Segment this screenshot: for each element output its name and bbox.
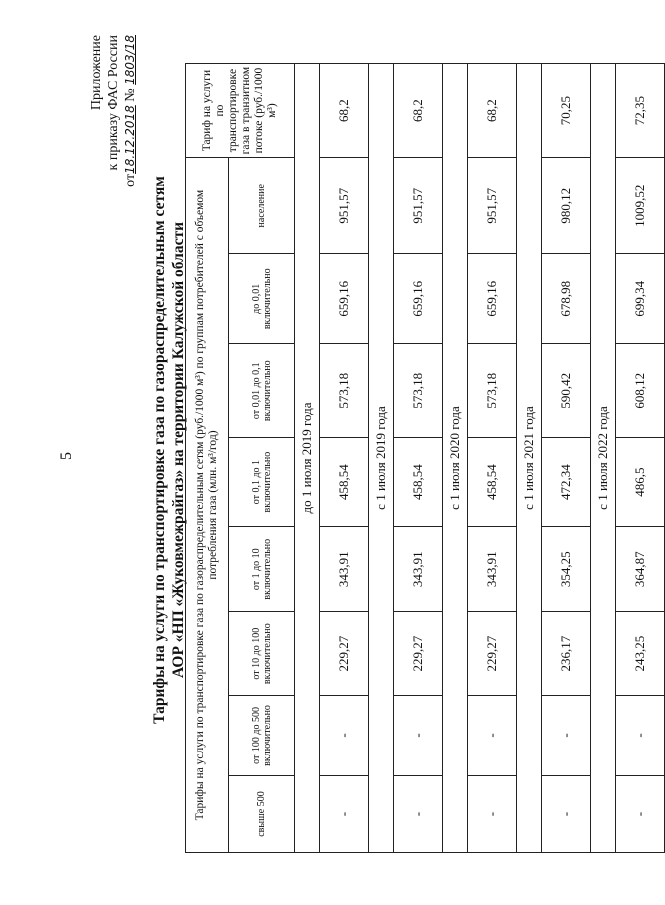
tariff-value-cell: 573,18 [320, 344, 369, 438]
period-label: до 1 июля 2019 года [295, 64, 320, 853]
tariff-value-cell: 458,54 [320, 438, 369, 527]
tariff-value-cell: 1009,52 [616, 158, 665, 254]
period-label: с 1 июля 2019 года [369, 64, 394, 853]
period-row [295, 64, 320, 853]
tariff-value-cell: 68,2 [468, 64, 517, 158]
header-row-columns [229, 64, 295, 853]
tariff-value-cell: 573,18 [394, 344, 443, 438]
tariff-value-cell: - [394, 695, 443, 775]
tariff-value-cell: 659,16 [468, 254, 517, 344]
tariff-value-cell: 343,91 [468, 526, 517, 612]
header-row-main [186, 64, 229, 853]
column-header: от 100 до 500 включительно [229, 695, 295, 775]
tariff-value-cell: 458,54 [468, 438, 517, 527]
tariff-values-row [468, 64, 517, 853]
tariff-value-cell: 951,57 [320, 158, 369, 254]
tariff-value-cell: - [542, 695, 591, 775]
tariff-values-row [542, 64, 591, 853]
tariff-value-cell: - [542, 776, 591, 853]
tariff-value-cell: - [468, 695, 517, 775]
tariff-value-cell: 229,27 [468, 612, 517, 695]
tariff-value-cell: 72,35 [616, 64, 665, 158]
column-header: от 10 до 100 включительно [229, 612, 295, 695]
period-row [443, 64, 468, 853]
header-transit: Тариф на услуги по транспортировке газа в транзитном потоке (руб./1000 м³) [186, 64, 295, 158]
period-label: с 1 июля 2022 года [591, 64, 616, 853]
tariff-value-cell: 343,91 [394, 526, 443, 612]
tariff-value-cell: 229,27 [394, 612, 443, 695]
period-label: с 1 июля 2021 года [517, 64, 542, 853]
tariff-value-cell: 472,34 [542, 438, 591, 527]
appendix-block [88, 35, 139, 255]
tariff-value-cell: 68,2 [320, 64, 369, 158]
tariff-value-cell: 659,16 [320, 254, 369, 344]
tariff-value-cell: 573,18 [468, 344, 517, 438]
number-prefix: № [123, 88, 138, 102]
tariff-value-cell: 243,25 [616, 612, 665, 695]
order-number: 1803/18 [123, 35, 137, 85]
tariff-value-cell: 70,25 [542, 64, 591, 158]
tariff-value-cell: 458,54 [394, 438, 443, 527]
appendix-label: Приложение [89, 35, 104, 111]
appendix-date-number [122, 35, 139, 255]
tariff-value-cell: 354,25 [542, 526, 591, 612]
document-title [150, 65, 188, 835]
tariff-value-cell: 229,27 [320, 612, 369, 695]
tariff-value-cell: 699,34 [616, 254, 665, 344]
column-header: население [229, 158, 295, 254]
tariff-value-cell: 236,17 [542, 612, 591, 695]
tariff-value-cell: - [616, 695, 665, 775]
tariff-value-cell: 608,12 [616, 344, 665, 438]
column-header: до 0,01 включительно [229, 254, 295, 344]
period-row [591, 64, 616, 853]
header-main: Тарифы на услуги по транспортировке газа по газораспределительным сетям (руб./1000 м³) по группам потребителей с объемом потребления газа (млн. м³/год) [186, 158, 229, 853]
column-header: от 1 до 10 включительно [229, 526, 295, 612]
tariff-values-row [320, 64, 369, 853]
order-date: 18.12.2018 [123, 105, 137, 174]
column-header: от 0,1 до 1 включительно [229, 438, 295, 527]
tariff-value-cell: - [616, 776, 665, 853]
column-header: свыше 500 [229, 776, 295, 853]
tariff-value-cell: 951,57 [394, 158, 443, 254]
tariff-value-cell: 590,42 [542, 344, 591, 438]
tariff-values-row [616, 64, 665, 853]
tariff-value-cell: 486,5 [616, 438, 665, 527]
appendix-order-ref: к приказу ФАС России [106, 35, 121, 171]
date-prefix: от [123, 173, 138, 187]
page-number: 5 [58, 452, 75, 460]
tariff-value-cell: 343,91 [320, 526, 369, 612]
tariff-value-cell: 980,12 [542, 158, 591, 254]
tariffs-table [185, 63, 665, 853]
tariff-value-cell: - [468, 776, 517, 853]
title-line-2: АОР «НП «Жуковмежрайгаз» на территории Калужской области [170, 221, 187, 679]
period-row [369, 64, 394, 853]
tariff-value-cell: 951,57 [468, 158, 517, 254]
title-line-1: Тарифы на услуги по транспортировке газа по газораспределительным сетям [151, 176, 168, 724]
tariff-value-cell: 678,98 [542, 254, 591, 344]
tariff-value-cell: - [320, 695, 369, 775]
tariff-value-cell: 659,16 [394, 254, 443, 344]
period-row [517, 64, 542, 853]
tariff-value-cell: 68,2 [394, 64, 443, 158]
tariff-values-row [394, 64, 443, 853]
column-header: от 0,01 до 0,1 включительно [229, 344, 295, 438]
tariff-value-cell: - [320, 776, 369, 853]
tariff-value-cell: 364,87 [616, 526, 665, 612]
tariff-value-cell: - [394, 776, 443, 853]
period-label: с 1 июля 2020 года [443, 64, 468, 853]
